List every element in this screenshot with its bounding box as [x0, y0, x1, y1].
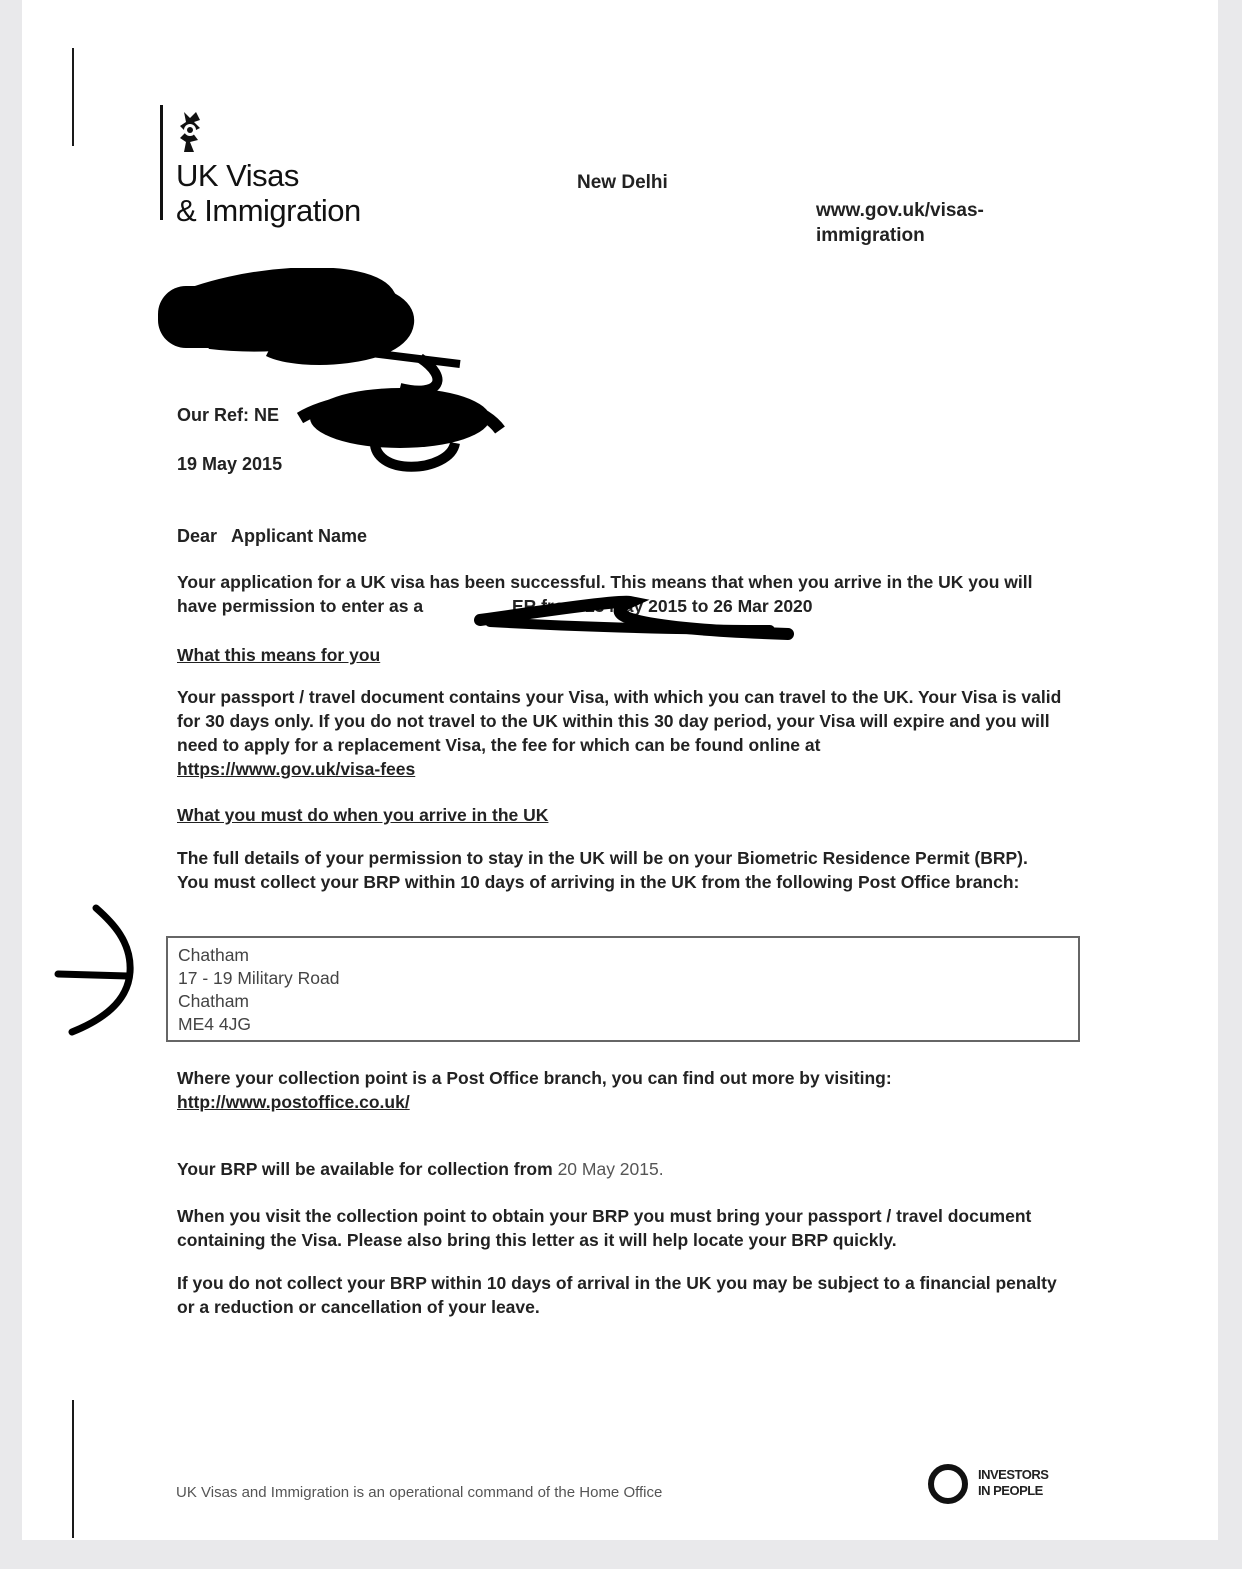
visit-paragraph: When you visit the collection point to obtain your BRP you must bring your passport / travel document containing the Visa. Please also bring this letter as it will help locate your BRP quickly. — [177, 1206, 1032, 1250]
post-office-text: Where your collection point is a Post Office branch, you can find out more by visiting: — [177, 1068, 892, 1088]
scan-edge-top — [72, 48, 74, 146]
collection-address-box — [166, 936, 1080, 1042]
office-city: New Delhi — [577, 172, 668, 193]
heading-arrival: What you must do when you arrive in the UK — [177, 805, 549, 825]
investors-in-people-badge — [926, 1462, 1071, 1510]
availability-paragraph — [177, 1157, 1077, 1181]
salutation-dear: Dear — [177, 526, 218, 546]
hand-drawn-arrow-icon — [52, 902, 138, 1042]
badge-text — [978, 1467, 1048, 1499]
letter-date: 19 May 2015 — [177, 454, 283, 474]
penalty-paragraph: If you do not collect your BRP within 10 days of arrival in the UK you may be subject to a financial penalty or a reduction or cancellation of your leave. — [177, 1273, 1057, 1317]
visa-text: Your passport / travel document contains your Visa, with which you can travel to the UK. Your Visa is valid for 30 days only. If you do not travel to the UK within this 30 day period, your Visa will expire and you will need to apply for a replacement Visa, the fee for which can be found online at — [177, 687, 1062, 755]
post-office-paragraph — [177, 1066, 1077, 1114]
availability-text: Your BRP will be available for collection from — [177, 1159, 553, 1179]
salutation — [177, 524, 381, 548]
visa-fees-link[interactable]: https://www.gov.uk/visa-fees — [177, 759, 416, 779]
footer-text: UK Visas and Immigration is an operational command of the Home Office — [176, 1484, 663, 1501]
brand-name — [176, 158, 361, 228]
address-line-1: Chatham — [178, 945, 250, 965]
applicant-name: Applicant Name — [231, 526, 368, 546]
intro-text: Your application for a UK visa has been successful. This means that when you arrive in the UK you will have permission to enter as a — [177, 572, 1033, 616]
availability-date: 20 May 2015. — [557, 1159, 664, 1179]
royal-crest-icon — [172, 108, 212, 158]
website-link[interactable]: www.gov.uk/visas-immigration — [816, 200, 984, 246]
redaction-scribble-2 — [470, 590, 800, 648]
brand-divider — [160, 105, 163, 220]
badge-line-1: INVESTORS — [978, 1467, 1049, 1482]
reference-number: Our Ref: NE — [177, 405, 280, 425]
brand-line-2: & Immigration — [176, 193, 361, 228]
scan-edge-bottom — [72, 1400, 74, 1538]
investors-in-people-icon — [926, 1462, 970, 1506]
brp-paragraph: The full details of your permission to stay in the UK will be on your Biometric Residence Permit (BRP). You must collect your BRP within 10 days of arriving in the UK from the following Post Office branch: — [177, 848, 1028, 892]
address-line-4: ME4 4JG — [178, 1014, 251, 1034]
badge-line-2: IN PEOPLE — [978, 1483, 1043, 1498]
brand-line-1: UK Visas — [176, 158, 299, 193]
intro-tail: ER from 13 May 2015 to 26 Mar 2020 — [511, 596, 813, 616]
redaction-scribble — [150, 268, 510, 483]
post-office-link[interactable]: http://www.postoffice.co.uk/ — [177, 1092, 410, 1112]
address-line-2: 17 - 19 Military Road — [178, 968, 340, 988]
heading-what-this-means: What this means for you — [177, 645, 381, 665]
address-line-3: Chatham — [178, 991, 250, 1011]
visa-paragraph — [177, 685, 1077, 781]
